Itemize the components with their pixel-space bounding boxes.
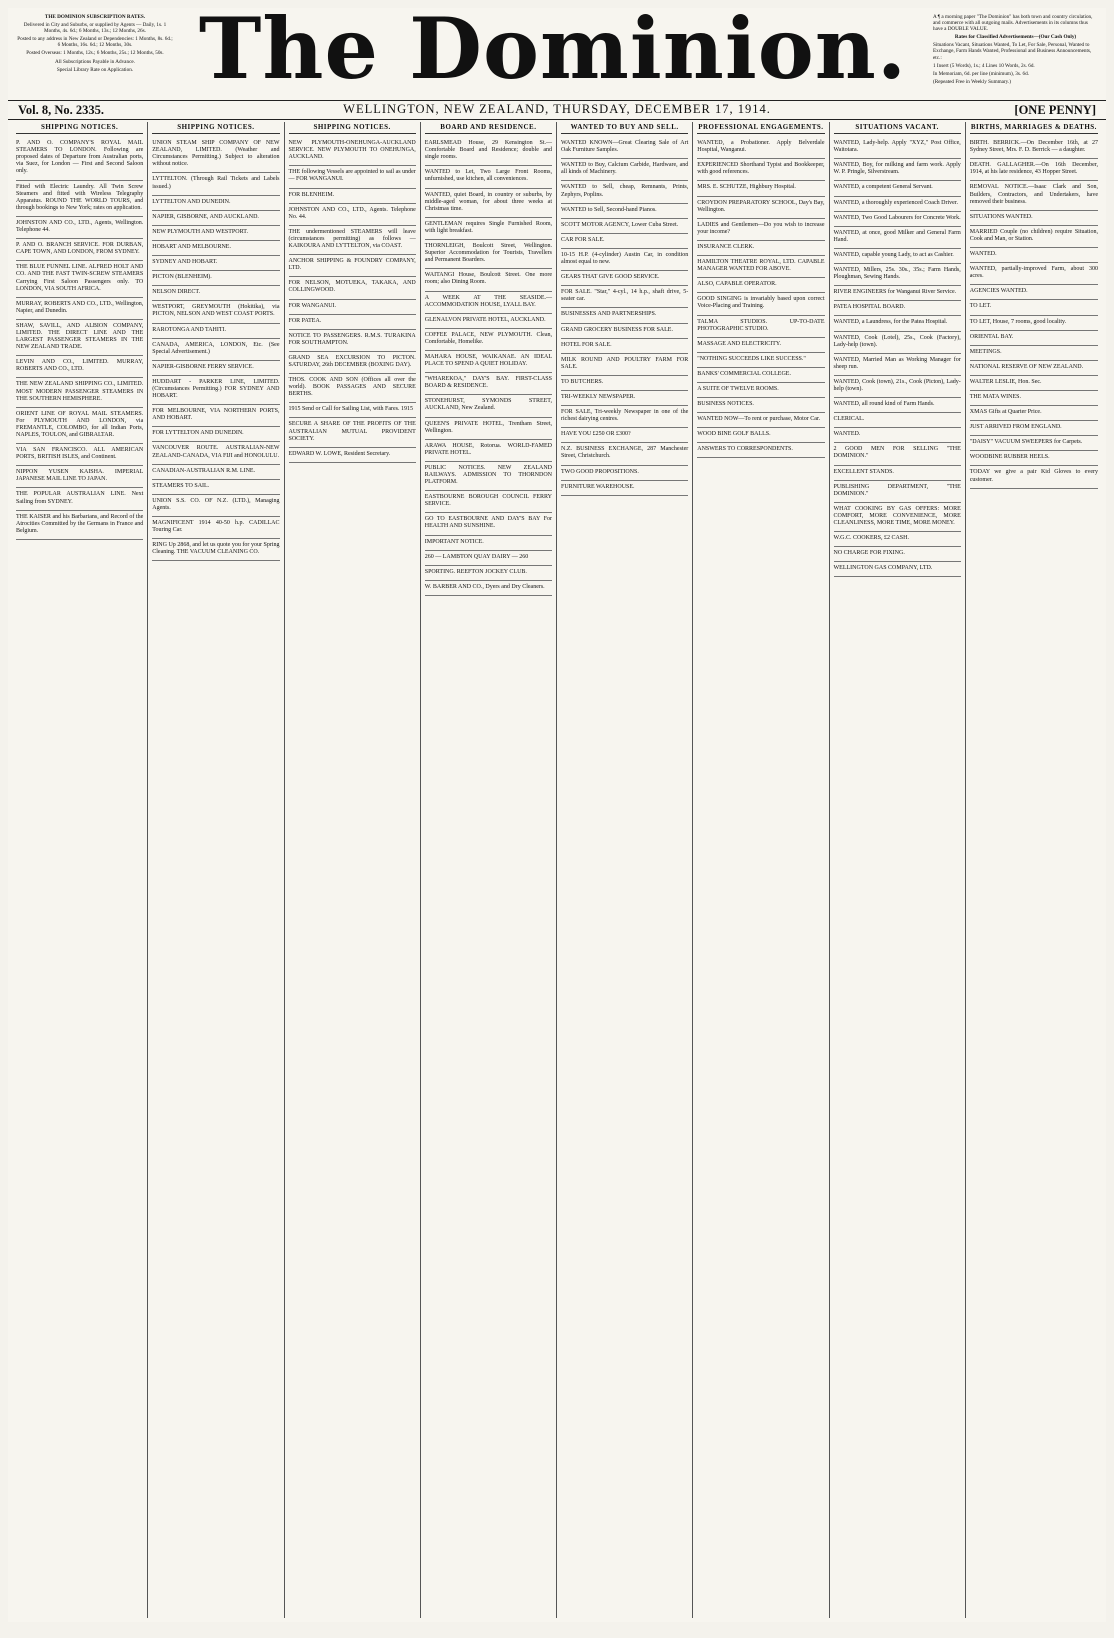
classified-ad: PUBLIC NOTICES. NEW ZEALAND RAILWAYS. ADMISSION TO THORNDON PLATFORM. — [425, 462, 552, 491]
classified-ad: W. BARBER AND CO., Dyers and Dry Cleaners. — [425, 581, 552, 596]
news-column — [966, 122, 1102, 1618]
classified-ad: CANADA, AMERICA, LONDON, Etc. (See Special Advertisement.) — [152, 339, 279, 361]
classified-ad: ANCHOR SHIPPING & FOUNDRY COMPANY, LTD. — [289, 255, 416, 277]
classified-ad: REMOVAL NOTICE.—Isaac Clark and Son, Builders, Contractors, and Undertakers, have removed their business. — [970, 181, 1098, 210]
classified-ad: CLERICAL. — [834, 413, 961, 428]
classified-ad: A WEEK AT THE SEASIDE.—ACCOMMODATION HOUSE, LYALL BAY. — [425, 292, 552, 314]
rates-line: 1 Insert (5 Words), 1s.; 4 Lines 10 Words, 2s. 6d. — [933, 62, 1035, 69]
news-column — [830, 122, 966, 1618]
classified-ad: ARAWA HOUSE, Rotorua. WORLD-FAMED PRIVATE HOTEL. — [425, 440, 552, 462]
classified-ad: WOOD BINE GOLF BALLS. — [697, 428, 824, 443]
classified-ad: TO BUTCHERS. — [561, 376, 688, 391]
classified-ad: THE KAISER and his Barbarians, and Record of the Atrocities Committed by the Germans in France and Belgium. — [16, 511, 143, 540]
classified-ad: 260 — LAMBTON QUAY DAIRY — 260 — [425, 551, 552, 566]
classified-ad: MAGNIFICENT 1914 40-50 h.p. CADILLAC Touring Car. — [152, 517, 279, 539]
classified-ad: GRAND GROCERY BUSINESS FOR SALE. — [561, 324, 688, 339]
classified-ad: HAMILTON THEATRE ROYAL, LTD. CAPABLE MANAGER WANTED FOR ABOVE. — [697, 256, 824, 278]
classified-ad: JUST ARRIVED FROM ENGLAND. — [970, 421, 1098, 436]
classified-ad: WANTED, a competent General Servant. — [834, 181, 961, 196]
masthead — [8, 8, 1106, 100]
classified-ad: FOR WANGANUI. — [289, 300, 416, 315]
column-heading: SITUATIONS VACANT. — [834, 122, 961, 134]
classified-ad: VIA SAN FRANCISCO. ALL AMERICAN PORTS, BRITISH ISLES, and Continent. — [16, 444, 143, 466]
classified-ad: WANTED, capable young Lady, to act as Cashier. — [834, 249, 961, 264]
classified-ad: PICTON (BLENHEIM). — [152, 271, 279, 286]
classified-ad: WANTED to Sell, Second-hand Pianos. — [561, 204, 688, 219]
price: [ONE PENNY] — [1014, 103, 1096, 117]
classified-ad: THOS. COOK AND SON (Offices all over the world). BOOK PASSAGES AND SECURE BERTHS. — [289, 374, 416, 403]
classified-ad: GOOD SINGING is invariably based upon correct Voice-Placing and Training. — [697, 293, 824, 315]
classified-ad: GRAND SEA EXCURSION TO PICTON. SATURDAY, 26th DECEMBER (BOXING DAY). — [289, 352, 416, 374]
classified-ad: FOR MELBOURNE, VIA NORTHERN PORTS, AND HOBART. — [152, 405, 279, 427]
classified-ad: WANTED, Married Man as Working Manager for sheep run. — [834, 354, 961, 376]
rates-line: (Repeated Free in Weekly Summary.) — [933, 78, 1011, 85]
subscription-line: All Subscriptions Payable in Advance. — [55, 58, 135, 65]
classified-ad: 10-15 H.P. (4-cylinder) Austin Car, in condition almost equal to new. — [561, 249, 688, 271]
classified-ad: GLENALVON PRIVATE HOTEL, AUCKLAND. — [425, 314, 552, 329]
classified-ad: SPORTING. REEFTON JOCKEY CLUB. — [425, 566, 552, 581]
classified-ad: WANTED to Buy, Calcium Carbide, Hardware, and all kinds of Machinery. — [561, 159, 688, 181]
news-column — [557, 122, 693, 1618]
classified-ad: JOHNSTON AND CO., LTD., Agents. Telephone No. 44. — [289, 204, 416, 226]
classified-ad: MILK ROUND AND POULTRY FARM FOR SALE. — [561, 354, 688, 376]
classified-ad: LYTTELTON AND DUNEDIN. — [152, 196, 279, 211]
classified-ad: WANTED KNOWN—Great Clearing Sale of Art Oak Furniture Samples. — [561, 137, 688, 159]
column-heading: WANTED TO BUY AND SELL. — [561, 122, 688, 134]
classified-ad: HOTEL FOR SALE. — [561, 339, 688, 354]
classified-ad: EARLSMEAD House, 29 Kensington St.—Comfortable Board and Residence; double and single rooms. — [425, 137, 552, 166]
classified-ad: WANTED, Cook (Lotel), 25s., Cook (Factory), Lady-help (town). — [834, 332, 961, 354]
classified-ad: BANKS' COMMERCIAL COLLEGE. — [697, 368, 824, 383]
classified-ad: SITUATIONS WANTED. — [970, 211, 1098, 226]
news-column — [693, 122, 829, 1618]
classified-ad: "DAISY" VACUUM SWEEPERS for Carpets. — [970, 436, 1098, 451]
advertising-rates-box — [933, 14, 1098, 87]
classified-ad: ALSO, CAPABLE OPERATOR. — [697, 278, 824, 293]
classified-ad: WANTED, Boy, for milking and farm work. Apply W. P. Pringle, Silverstream. — [834, 159, 961, 181]
classified-ad: FOR BLENHEIM. — [289, 189, 416, 204]
classified-ad: NOTICE TO PASSENGERS. R.M.S. TURAKINA FOR SOUTHAMPTON. — [289, 330, 416, 352]
column-heading: SHIPPING NOTICES. — [289, 122, 416, 134]
rates-line: A ¶ a morning paper "The Dominion" has both town and country circulation, and commerce with all outgoing mails. Advertisements in its columns thus have a DOUBLE VALUE. — [933, 14, 1093, 33]
classified-ad: FURNITURE WAREHOUSE. — [561, 481, 688, 496]
classified-ad: CAR FOR SALE. — [561, 234, 688, 249]
classified-ad: LYTTELTON. (Through Rail Tickets and Labels issued.) — [152, 173, 279, 195]
classified-ad: A SUITE OF TWELVE ROOMS. — [697, 383, 824, 398]
classified-ad: FOR NELSON, MOTUEKA, TAKAKA, AND COLLINGWOOD. — [289, 277, 416, 299]
subscription-line: Special Library Rate on Application. — [56, 66, 134, 73]
subscription-rates-box — [16, 14, 174, 75]
classified-ad: NELSON DIRECT. — [152, 286, 279, 301]
classified-ad: CROYDON PREPARATORY SCHOOL, Day's Bay, Wellington. — [697, 197, 824, 219]
newspaper-page — [8, 8, 1106, 1622]
news-column — [148, 122, 284, 1618]
rates-line: In Memoriam, 6d. per line (minimum), 3s. 6d. — [933, 70, 1029, 77]
classified-ad: WANTED, a thoroughly experienced Coach Driver. — [834, 197, 961, 212]
classified-ad: GEARS THAT GIVE GOOD SERVICE. — [561, 271, 688, 286]
classified-ad: MEETINGS. — [970, 346, 1098, 361]
classified-ad: WANTED, a Probationer. Apply Belverdale Hospital, Wanganui. — [697, 137, 824, 159]
classified-ad: THE undermentioned STEAMERS will leave (circumstances permitting) as follows — KAIKOURA AND LYTTELTON, via COAST. — [289, 226, 416, 255]
classified-ad: Fitted with Electric Laundry. All Twin Screw Steamers and fitted with Wireless Telegraphy Apparatus. ROUND THE WORLD TOURS, and through bookings to New York; rates on application. — [16, 181, 143, 217]
column-heading: BIRTHS, MARRIAGES & DEATHS. — [970, 122, 1098, 134]
classified-ad: WHAT COOKING BY GAS OFFERS: MORE COMFORT, MORE CONVENIENCE, MORE CLEANLINESS, MORE TIME, MORE MONEY. — [834, 503, 961, 532]
classified-ad: WANTED, quiet Board, in country or suburbs, by middle-aged woman, for about three weeks at Christmas time. — [425, 189, 552, 218]
classified-ad: DEATH. GALLAGHER.—On 16th December, 1914, at his late residence, 43 Hopper Street. — [970, 159, 1098, 181]
subscription-line: Posted Overseas: 1 Months, 12s.; 6 Months, 25s.; 12 Months, 50s. — [26, 50, 164, 57]
classified-ad: ORIENTAL BAY. — [970, 331, 1098, 346]
classified-ad: BUSINESSES AND PARTNERSHIPS. — [561, 308, 688, 323]
classified-ad: LADIES and Gentlemen—Do you wish to increase your income? — [697, 219, 824, 241]
classified-ad: WANTED, at once, good Milker and General Farm Hand. — [834, 227, 961, 249]
classified-ad: BUSINESS NOTICES. — [697, 398, 824, 413]
classified-ad: 2 GOOD MEN FOR SELLING "THE DOMINION." — [834, 443, 961, 465]
volume-number: Vol. 8, No. 2335. — [18, 103, 105, 117]
classified-ad: TO LET, House, 7 rooms, good locality. — [970, 316, 1098, 331]
classified-ad: CANADIAN-AUSTRALIAN R.M. LINE. — [152, 465, 279, 480]
classified-ad: WANTED, Cook (town), 21s., Cook (Picton), Lady-help (town). — [834, 376, 961, 398]
classified-ad: NEW PLYMOUTH AND WESTPORT. — [152, 226, 279, 241]
classified-ad: UNION STEAM SHIP COMPANY OF NEW ZEALAND, LIMITED. (Weather and Circumstances Permitting.) Subject to alteration without notice. — [152, 137, 279, 173]
classified-ad: IMPORTANT NOTICE. — [425, 536, 552, 551]
column-heading: SHIPPING NOTICES. — [152, 122, 279, 134]
classified-ad: FOR PATEA. — [289, 315, 416, 330]
classified-ad: W.G.C. COOKERS, £2 CASH. — [834, 532, 961, 547]
classified-ad: LEVIN AND CO., LIMITED. MURRAY, ROBERTS AND CO., LTD. — [16, 356, 143, 378]
classified-ad: SCOTT MOTOR AGENCY, Lower Cuba Street. — [561, 219, 688, 234]
classified-ad: FOR LYTTELTON AND DUNEDIN. — [152, 427, 279, 442]
classified-ad: WANTED. — [834, 428, 961, 443]
classified-ad: WOODBINE RUBBER HEELS. — [970, 451, 1098, 466]
classified-ad: WESTPORT, GREYMOUTH (Hokitika), via PICTON, NELSON AND WEST COAST PORTS. — [152, 301, 279, 323]
classified-ad: N.Z. BUSINESS EXCHANGE, 287 Manchester Street, Christchurch. — [561, 443, 688, 465]
classified-ad: RAROTONGA AND TAHITI. — [152, 324, 279, 339]
classified-ad: TO LET. — [970, 300, 1098, 315]
classified-ad: THE MATA WINES. — [970, 391, 1098, 406]
classified-ad: SECURE A SHARE OF THE PROFITS OF THE AUSTRALIAN MUTUAL PROVIDENT SOCIETY. — [289, 418, 416, 447]
classified-ad: STONEHURST, SYMONDS STREET, AUCKLAND, New Zealand. — [425, 395, 552, 417]
news-column — [421, 122, 557, 1618]
classified-ad: 1915 Send or Call for Sailing List, with Fares. 1915 — [289, 403, 416, 418]
classified-ad: WANTED NOW—To rent or purchase, Motor Car. — [697, 413, 824, 428]
classified-ad: PUBLISHING DEPARTMENT, "THE DOMINION." — [834, 481, 961, 503]
classified-ad: NATIONAL RESERVE OF NEW ZEALAND. — [970, 361, 1098, 376]
classified-ad: HAVE YOU £250 OR £300? — [561, 428, 688, 443]
classified-ad: THE BLUE FUNNEL LINE. ALFRED HOLT AND CO. AND THE FAST TWIN-SCREW STEAMERS Carrying First Saloon Passengers only. TO LONDON, VIA SOUTH AFRICA. — [16, 261, 143, 297]
subscription-line: Delivered in City and Suburbs, or supplied by Agents — Daily, 1s. 1 Months, 4s. 6d.; 6 Months, 13s.; 12 Months, 26s. — [23, 22, 167, 35]
classified-ad: QUEEN'S PRIVATE HOTEL, Trentham Street, Wellington. — [425, 418, 552, 440]
classified-ad: NIPPON YUSEN KAISHA. IMPERIAL JAPANESE MAIL LINE TO JAPAN. — [16, 466, 143, 488]
classified-ad: STEAMERS TO SAIL. — [152, 480, 279, 495]
classified-ad: XMAS Gifts at Quarter Price. — [970, 406, 1098, 421]
column-grid — [12, 122, 1102, 1618]
classified-ad: HUDDART - PARKER LINE, LIMITED. (Circumstances Permitting.) FOR SYDNEY AND HOBART. — [152, 376, 279, 405]
classified-ad: NEW PLYMOUTH-ONEHUNGA-AUCKLAND SERVICE. NEW PLYMOUTH TO ONEHUNGA, AUCKLAND. — [289, 137, 416, 166]
rates-line: Rates for Classified Advertisements—(Our Cash Only) — [954, 34, 1077, 41]
classified-ad: MAHARA HOUSE, WAIKANAE. AN IDEAL PLACE TO SPEND A QUIET HOLIDAY. — [425, 351, 552, 373]
column-heading: PROFESSIONAL ENGAGEMENTS. — [697, 122, 824, 134]
classified-ad: WANTED, all round kind of Farm Hands. — [834, 398, 961, 413]
classified-ad: GO TO EASTBOURNE AND DAY'S BAY For HEALTH AND SUNSHINE. — [425, 513, 552, 535]
classified-ad: EXPERIENCED Shorthand Typist and Bookkeeper, with good references. — [697, 159, 824, 181]
column-heading: BOARD AND RESIDENCE. — [425, 122, 552, 134]
classified-ad: THE NEW ZEALAND SHIPPING CO., LIMITED. MOST MODERN PASSENGER STEAMERS IN THE SOUTHERN HEMISPHERE. — [16, 378, 143, 407]
classified-ad: TWO GOOD PROPOSITIONS. — [561, 466, 688, 481]
classified-ad: FOR SALE, Tri-weekly Newspaper in one of the richest dairying centres. — [561, 406, 688, 428]
classified-ad: THE POPULAR AUSTRALIAN LINE. Next Sailing from SYDNEY. — [16, 488, 143, 510]
classified-ad: RIVER ENGINEERS for Wanganui River Service. — [834, 286, 961, 301]
classified-ad: EASTBOURNE BOROUGH COUNCIL FERRY SERVICE. — [425, 491, 552, 513]
classified-ad: PATEA HOSPITAL BOARD. — [834, 301, 961, 316]
classified-ad: EXCELLENT STANDS. — [834, 466, 961, 481]
classified-ad: HOBART AND MELBOURNE. — [152, 241, 279, 256]
classified-ad: TRI-WEEKLY NEWSPAPER. — [561, 391, 688, 406]
classified-ad: BIRTH. BERRICK.—On December 16th, at 27 Sydney Street, Mrs. F. D. Berrick — a daughter. — [970, 137, 1098, 159]
classified-ad: WANTED, Millers, 25s. 30s., 35s.; Farm Hands, Ploughman, Sewing Hands. — [834, 264, 961, 286]
classified-ad: WAITANGI House, Boulcott Street. One more room; also Dining Room. — [425, 269, 552, 291]
classified-ad: P. AND O. BRANCH SERVICE. FOR DURBAN, CAPE TOWN, AND LONDON, FROM SYDNEY. — [16, 239, 143, 261]
classified-ad: MARRIED Couple (no children) require Situation, Cook and Man, or Station. — [970, 226, 1098, 248]
classified-ad: JOHNSTON AND CO., LTD., Agents, Wellington. Telephone 44. — [16, 217, 143, 239]
classified-ad: UNION S.S. CO. OF N.Z. (LTD.), Managing Agents. — [152, 495, 279, 517]
classified-ad: WANTED to Sell, cheap, Remnants, Prints, Zephyrs, Poplins. — [561, 181, 688, 203]
rates-line: Situations Vacant, Situations Wanted, To Let, For Sale, Personal, Wanted to Exchange, Farm Hands Wanted, Professional and Business Announcements, etc.: — [933, 42, 1092, 61]
classified-ad: THORNLEIGH, Boulcott Street, Wellington. Superior Accommodation for Tourists, Travellers and Permanent Boarders. — [425, 240, 552, 269]
classified-ad: VANCOUVER ROUTE. AUSTRALIAN-NEW ZEALAND-CANADA, VIA FIJI and HONOLULU. — [152, 442, 279, 464]
classified-ad: SHAW, SAVILL, AND ALBION COMPANY, LIMITED. THE DIRECT LINE AND THE LARGEST PASSENGER STEAMERS IN THE NEW ZEALAND TRADE. — [16, 320, 143, 356]
classified-ad: MURRAY, ROBERTS AND CO., LTD., Wellington, Napier, and Dunedin. — [16, 298, 143, 320]
dateline — [8, 100, 1106, 120]
classified-ad: P. AND O. COMPANY'S ROYAL MAIL STEAMERS TO LONDON. Following are proposed dates of Departure from Australian ports, via Suez, for London — First and Second Saloon only. — [16, 137, 143, 180]
classified-ad: MRS. E. SCHUTZE, Highbury Hospital. — [697, 181, 824, 196]
classified-ad: INSURANCE CLERK. — [697, 241, 824, 256]
classified-ad: TODAY we give a pair Kid Gloves to every customer. — [970, 466, 1098, 488]
newspaper-title: The Dominion. — [198, 8, 908, 98]
place-and-date: WELLINGTON, NEW ZEALAND, THURSDAY, DECEMBER 17, 1914. — [343, 102, 771, 116]
subscription-line: Posted to any address in New Zealand or Dependencies: 1 Months, 8s. 6d.; 6 Months, 16s. 6d.; 12 Months, 30s. — [17, 36, 173, 49]
classified-ad: EDWARD W. LOWE, Resident Secretary. — [289, 448, 416, 463]
subscription-line: THE DOMINION SUBSCRIPTION RATES. — [44, 14, 146, 20]
classified-ad: RING Up 2868, and let us quote you for your Spring Cleaning. THE VACUUM CLEANING CO. — [152, 539, 279, 561]
classified-ad: WANTED, partially-improved Farm, about 300 acres. — [970, 263, 1098, 285]
classified-ad: "WHAREKOA," DAY'S BAY. FIRST-CLASS BOARD & RESIDENCE. — [425, 373, 552, 395]
classified-ad: MASSAGE AND ELECTRICITY. — [697, 338, 824, 353]
classified-ad: WANTED. — [970, 248, 1098, 263]
classified-ad: "NOTHING SUCCEEDS LIKE SUCCESS." — [697, 353, 824, 368]
classified-ad: WALTER LESLIE, Hon. Sec. — [970, 376, 1098, 391]
classified-ad: NO CHARGE FOR FIXING. — [834, 547, 961, 562]
classified-ad: WANTED, a Laundress, for the Patea Hospital. — [834, 316, 961, 331]
news-column — [12, 122, 148, 1618]
classified-ad: TALMA STUDIOS. UP-TO-DATE PHOTOGRAPHIC STUDIO. — [697, 316, 824, 338]
classified-ad: ANSWERS TO CORRESPONDENTS. — [697, 443, 824, 458]
classified-ad: WANTED, Two Good Labourers for Concrete Work. — [834, 212, 961, 227]
classified-ad: NAPIER, GISBORNE, AND AUCKLAND. — [152, 211, 279, 226]
column-heading: SHIPPING NOTICES. — [16, 122, 143, 134]
classified-ad: GENTLEMAN requires Single Furnished Room, with light breakfast. — [425, 218, 552, 240]
classified-ad: NAPIER-GISBORNE FERRY SERVICE. — [152, 361, 279, 376]
classified-ad: THE following Vessels are appointed to sail as under — FOR WANGANUI. — [289, 166, 416, 188]
classified-ad: SYDNEY AND HOBART. — [152, 256, 279, 271]
classified-ad: WELLINGTON GAS COMPANY, LTD. — [834, 562, 961, 577]
classified-ad: WANTED, Lady-help. Apply "XYZ," Post Office, Waitotara. — [834, 137, 961, 159]
classified-ad: COFFEE PALACE, NEW PLYMOUTH. Clean, Comfortable, Homelike. — [425, 329, 552, 351]
classified-ad: ORIENT LINE OF ROYAL MAIL STEAMERS. For PLYMOUTH AND LONDON, via FREMANTLE, COLOMBO, for all Indian Ports, NAPLES, TOULON, and GIBRALTAR. — [16, 408, 143, 444]
classified-ad: AGENCIES WANTED. — [970, 285, 1098, 300]
news-column — [285, 122, 421, 1618]
classified-ad: FOR SALE. "Star," 4-cyl., 14 h.p., shaft drive, 5-seater car. — [561, 286, 688, 308]
classified-ad: WANTED to Let, Two Large Front Rooms, unfurnished, use kitchen, all conveniences. — [425, 166, 552, 188]
